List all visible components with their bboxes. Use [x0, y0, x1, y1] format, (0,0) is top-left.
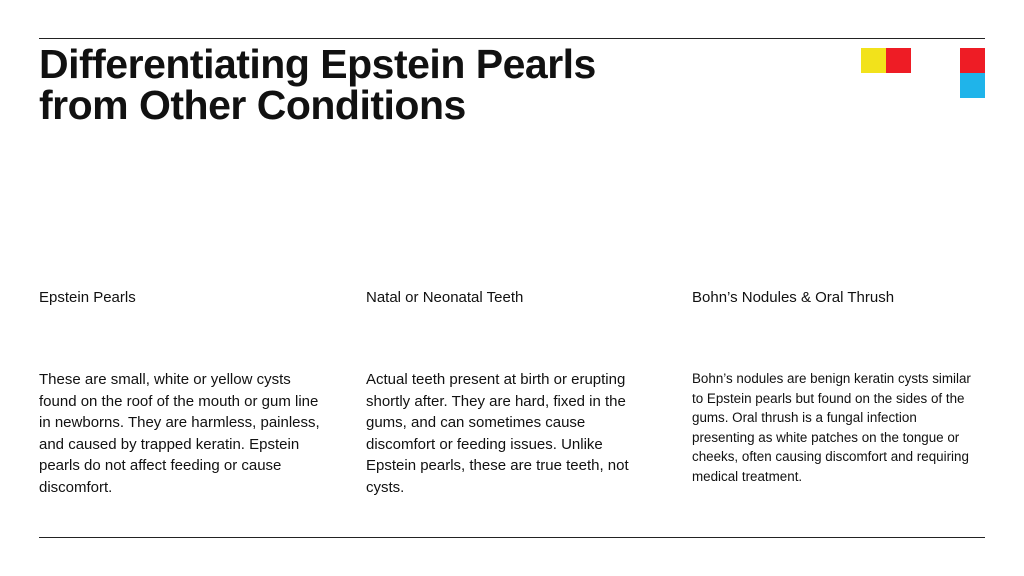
column-body: Bohn’s nodules are benign keratin cysts similar to Epstein pearls but found on the sides of the gums. Oral thrush is a fungal infection presenting as white patches on the tongue or cheeks, often causing discomfort and requiring medical treatment.	[692, 371, 971, 484]
red-square-decoration	[886, 48, 911, 73]
bottom-divider	[39, 537, 985, 538]
column-heading: Epstein Pearls	[39, 289, 136, 306]
column-heading: Bohn’s Nodules & Oral Thrush	[692, 289, 895, 306]
column-body: Actual teeth present at birth or erupting shortly after. They are hard, fixed in the gums, and can sometimes cause discomfort or feeding issues. Unlike Epstein pearls, these are true teeth, not cysts.	[366, 371, 629, 496]
top-divider	[39, 38, 985, 39]
yellow-square-decoration	[861, 48, 886, 73]
red-square-decoration-right	[960, 48, 985, 73]
column-heading: Natal or Neonatal Teeth	[366, 289, 524, 306]
column-body: These are small, white or yellow cysts found on the roof of the mouth or gum line in newborns. They are harmless, painless, and caused by trapped keratin. Epstein pearls do not affect feeding or cause discomfort.	[39, 371, 320, 496]
slide-title: Differentiating Epstein Pearls from Other Conditions	[39, 41, 596, 128]
blue-square-decoration	[960, 73, 985, 98]
